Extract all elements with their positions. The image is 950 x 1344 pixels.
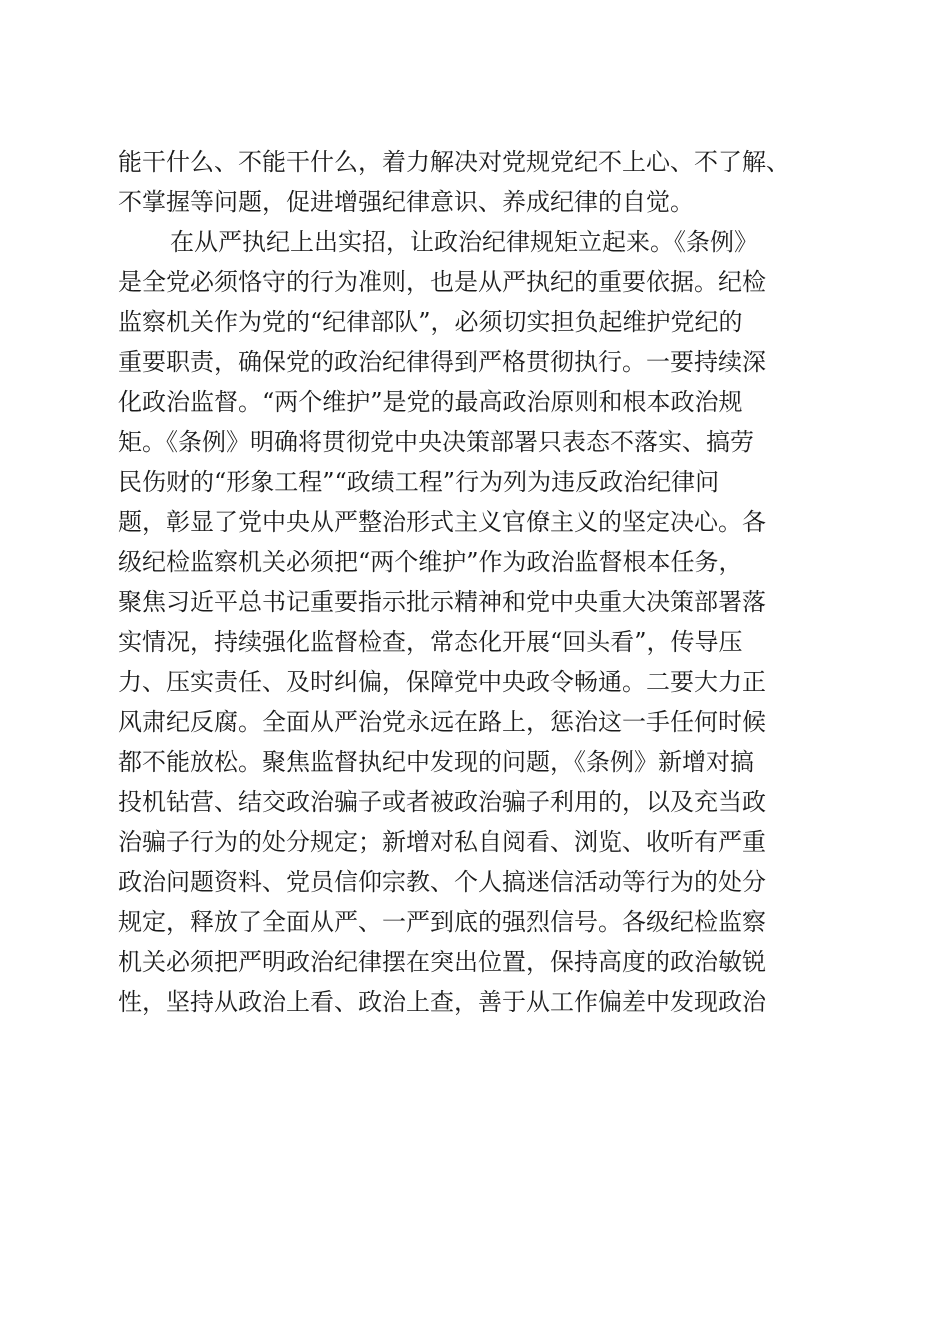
text-line: 性，坚持从政治上看、政治上查，善于从工作偏差中发现政治	[118, 988, 766, 1016]
text-line: 治骗子行为的处分规定；新增对私自阅看、浏览、收听有严重	[118, 828, 766, 856]
text-line: 力、压实责任、及时纠偏，保障党中央政令畅通。二要大力正	[118, 668, 766, 696]
text-line: 监察机关作为党的“纪律部队”，必须切实担负起维护党纪的	[118, 308, 743, 336]
text-line: 民伤财的“形象工程”“政绩工程”行为列为违反政治纪律问	[118, 468, 720, 496]
text-line: 都不能放松。聚焦监督执纪中发现的问题，《条例》新增对搞	[118, 748, 754, 776]
text-line: 实情况，持续强化监督检查，常态化开展“回头看”，传导压	[118, 628, 743, 656]
text-line: 是全党必须恪守的行为准则，也是从严执纪的重要依据。纪检	[118, 268, 766, 296]
text-line: 规定，释放了全面从严、一严到底的强烈信号。各级纪检监察	[118, 908, 766, 936]
text-line: 级纪检监察机关必须把“两个维护”作为政治监督根本任务，	[118, 548, 743, 576]
text-line: 能干什么、不能干什么，着力解决对党规党纪不上心、不了解、	[118, 148, 790, 176]
text-line: 风肃纪反腐。全面从严治党永远在路上，惩治这一手任何时候	[118, 708, 766, 736]
text-line: 机关必须把严明政治纪律摆在突出位置，保持高度的政治敏锐	[118, 948, 766, 976]
text-line: 不掌握等问题，促进增强纪律意识、养成纪律的自觉。	[118, 188, 694, 216]
paragraph-start-line: 在从严执纪上出实招，让政治纪律规矩立起来。《条例》	[170, 228, 758, 256]
text-line: 投机钻营、结交政治骗子或者被政治骗子利用的，以及充当政	[118, 788, 766, 816]
text-line: 聚焦习近平总书记重要指示批示精神和党中央重大决策部署落	[118, 588, 766, 616]
text-line: 重要职责，确保党的政治纪律得到严格贯彻执行。一要持续深	[118, 348, 766, 376]
document-body	[118, 142, 838, 1022]
text-line: 化政治监督。“两个维护”是党的最高政治原则和根本政治规	[118, 388, 743, 416]
text-line: 矩。《条例》明确将贯彻党中央决策部署只表态不落实、搞劳	[118, 428, 754, 456]
text-line: 题，彰显了党中央从严整治形式主义官僚主义的坚定决心。各	[118, 508, 766, 536]
text-line: 政治问题资料、党员信仰宗教、个人搞迷信活动等行为的处分	[118, 868, 766, 896]
